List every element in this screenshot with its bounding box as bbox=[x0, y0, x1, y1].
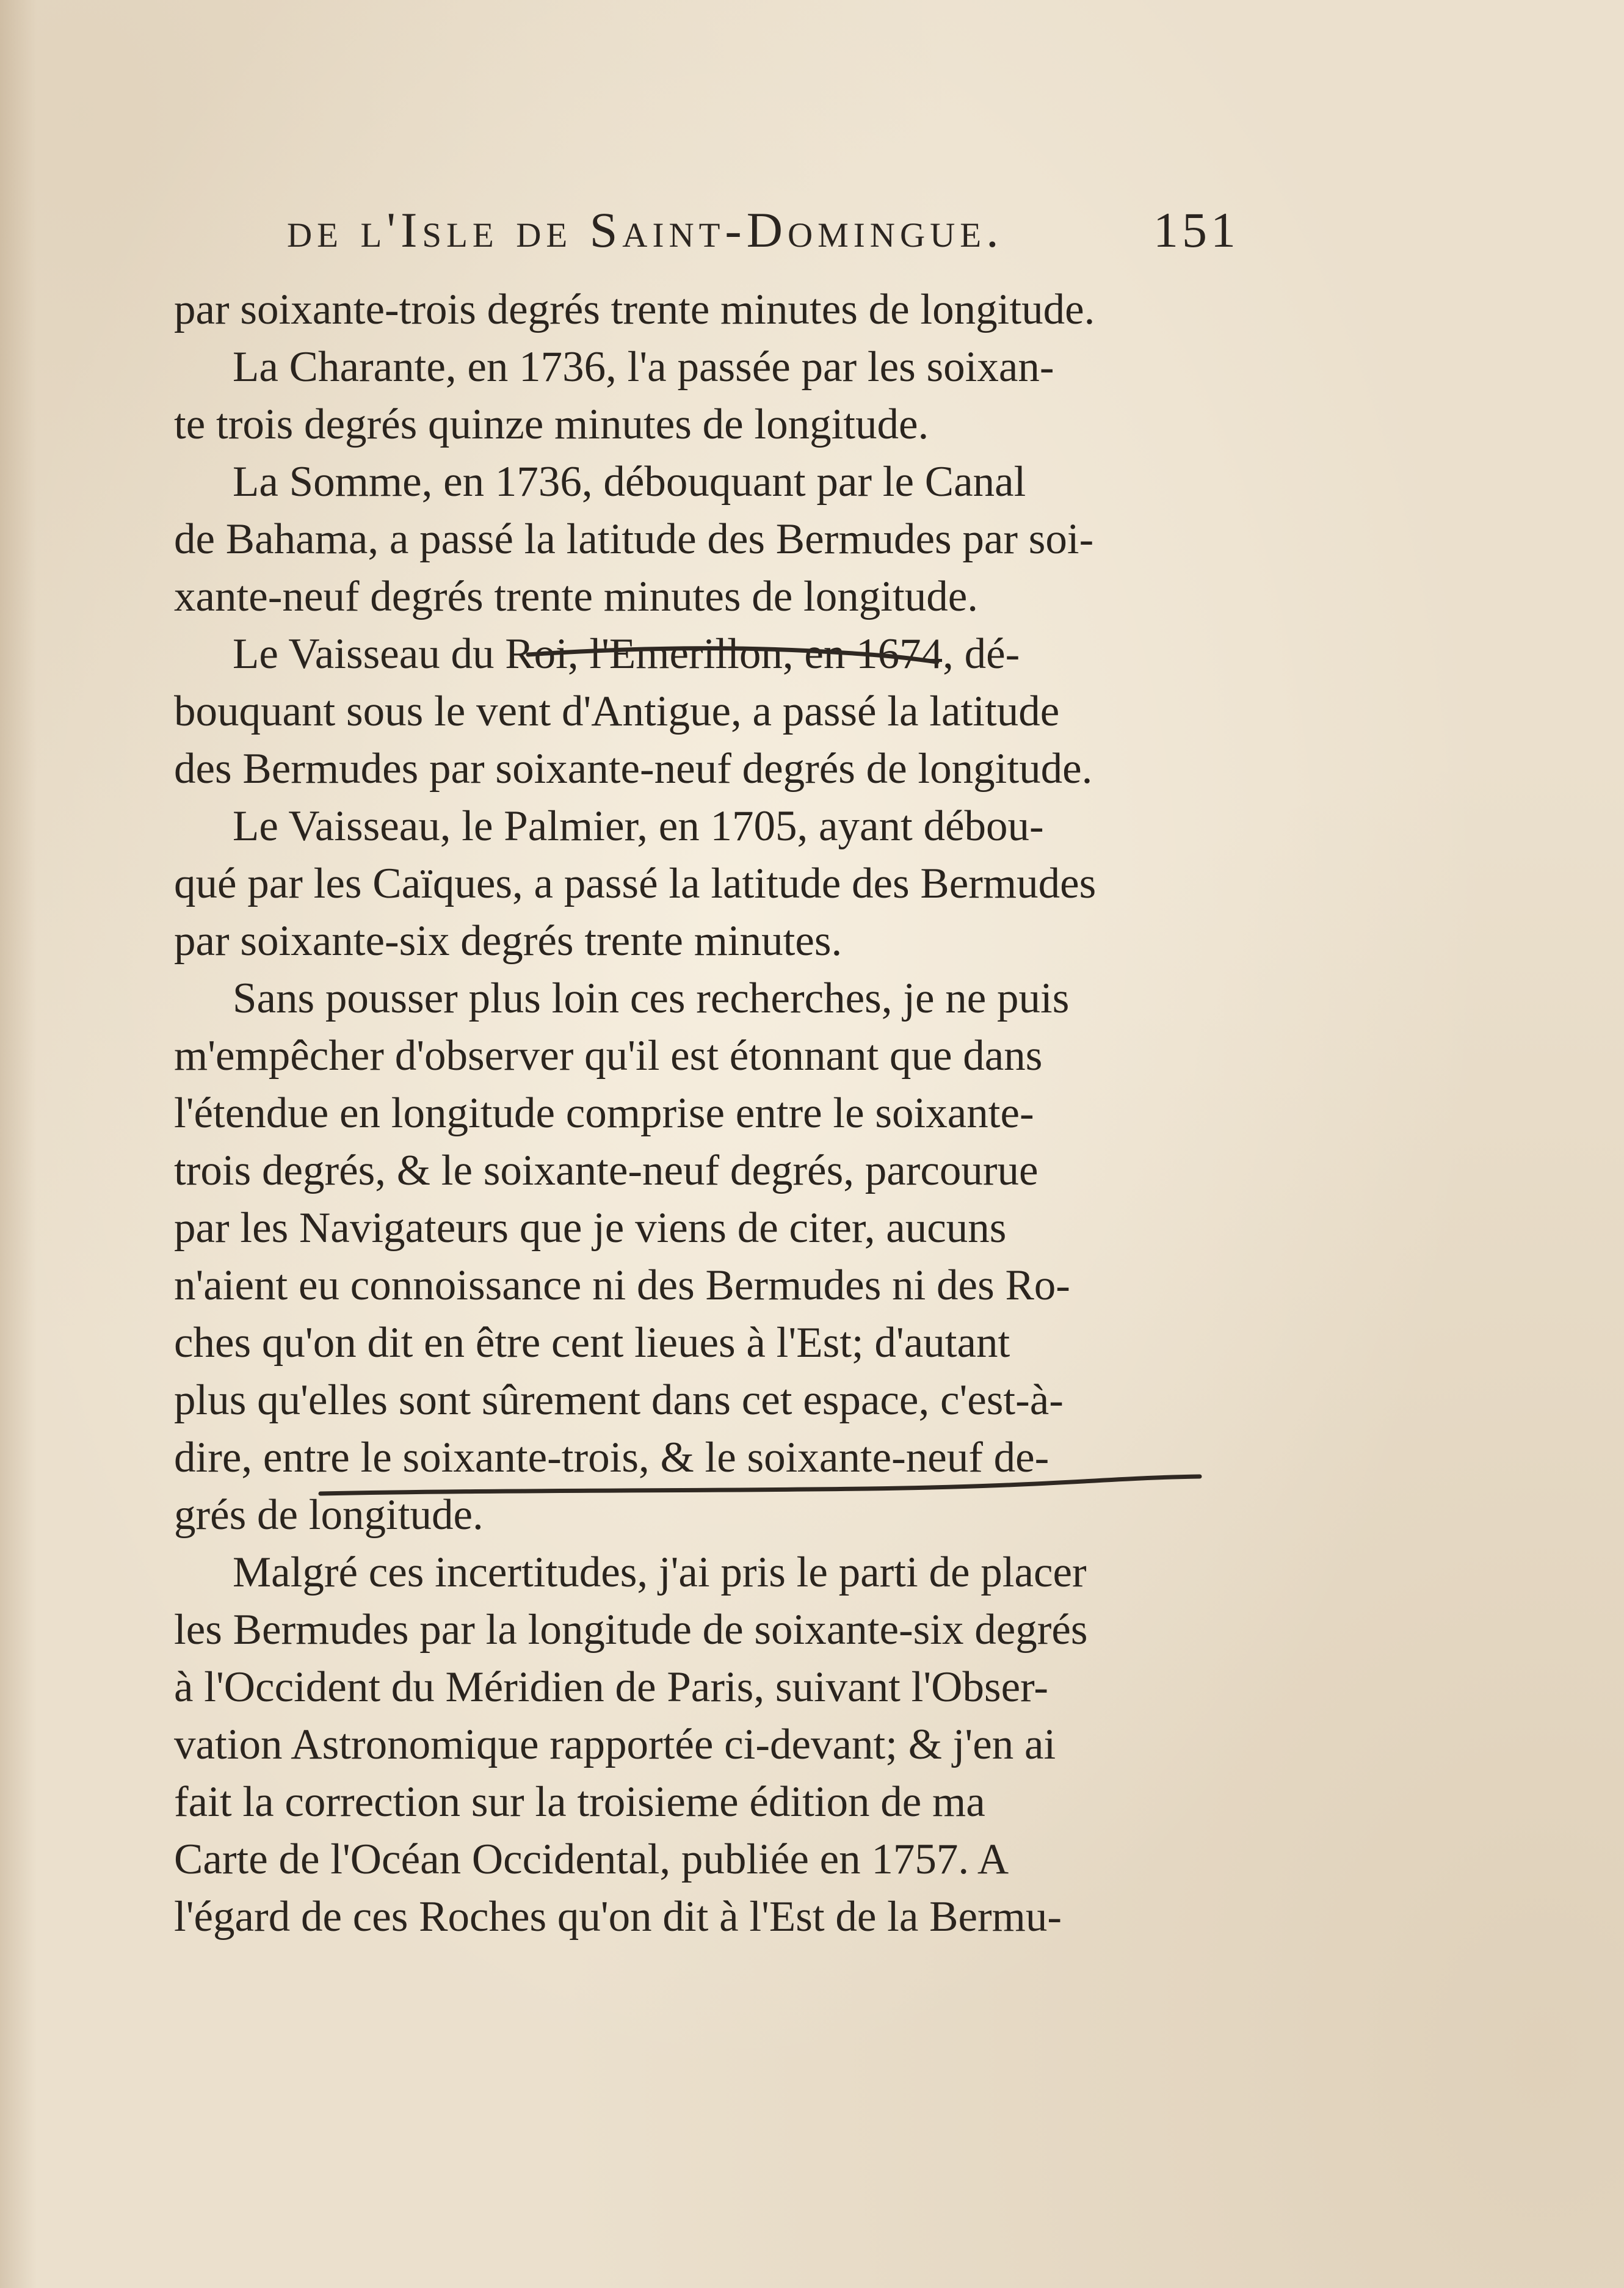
text-line: bouquant sous le vent d'Antigue, a passé la latitude bbox=[174, 688, 1060, 735]
text-line: xante-neuf degrés trente minutes de longitude. bbox=[174, 573, 979, 620]
text-line: des Bermudes par soixante-neuf degrés de longitude. bbox=[174, 745, 1093, 793]
text-line: Malgré ces incertitudes, j'ai pris le parti de placer bbox=[233, 1549, 1087, 1596]
text-line: vation Astronomique rapportée ci-devant; & j'en ai bbox=[174, 1721, 1056, 1768]
text-line: dire, entre le soixante-trois, & le soixante-neuf de- bbox=[174, 1434, 1049, 1481]
text-line: te trois degrés quinze minutes de longitude. bbox=[174, 401, 929, 448]
text-line: Carte de l'Océan Occidental, publiée en 1757. A bbox=[174, 1836, 1009, 1883]
text-line: m'empêcher d'observer qu'il est étonnant que dans bbox=[174, 1032, 1043, 1080]
text-line: par soixante-six degrés trente minutes. bbox=[174, 917, 843, 965]
text-line: Sans pousser plus loin ces recherches, je ne puis bbox=[233, 975, 1070, 1022]
text-line: à l'Occident du Méridien de Paris, suivant l'Obser- bbox=[174, 1663, 1048, 1711]
text-line: La Charante, en 1736, l'a passée par les soixan- bbox=[233, 343, 1054, 391]
page-number: 151 bbox=[1153, 202, 1239, 258]
text-line: par les Navigateurs que je viens de citer, aucuns bbox=[174, 1204, 1007, 1252]
text-line: ches qu'on dit en être cent lieues à l'Est; d'autant bbox=[174, 1319, 1010, 1367]
text-line: trois degrés, & le soixante-neuf degrés, parcourue bbox=[174, 1147, 1039, 1194]
text-line: plus qu'elles sont sûrement dans cet espace, c'est-à- bbox=[174, 1376, 1064, 1424]
gutter-shadow bbox=[0, 0, 37, 2288]
text-line: Le Vaisseau du Roi, l'Emerillon, en 1674, dé- bbox=[233, 630, 1020, 678]
text-line: les Bermudes par la longitude de soixante-six degrés bbox=[174, 1606, 1088, 1654]
page-body bbox=[174, 281, 1239, 1945]
text-line: n'aient eu connoissance ni des Bermudes ni des Ro- bbox=[174, 1262, 1070, 1309]
text-line: fait la correction sur la troisieme édition de ma bbox=[174, 1778, 985, 1826]
running-title: de l'Isle de Saint-Domingue. bbox=[287, 202, 1004, 258]
text-line: l'égard de ces Roches qu'on dit à l'Est de la Bermu- bbox=[174, 1893, 1062, 1941]
text-line: Le Vaisseau, le Palmier, en 1705, ayant débou- bbox=[233, 802, 1044, 850]
text-line: l'étendue en longitude comprise entre le soixante- bbox=[174, 1089, 1034, 1137]
text-line: de Bahama, a passé la latitude des Bermudes par soi- bbox=[174, 515, 1094, 563]
text-line: La Somme, en 1736, débouquant par le Canal bbox=[233, 458, 1026, 506]
text-line: qué par les Caïques, a passé la latitude des Bermudes bbox=[174, 860, 1097, 907]
page-header bbox=[287, 202, 1239, 269]
text-line: grés de longitude. bbox=[174, 1491, 484, 1539]
text-line: par soixante-trois degrés trente minutes de longitude. bbox=[174, 286, 1095, 333]
